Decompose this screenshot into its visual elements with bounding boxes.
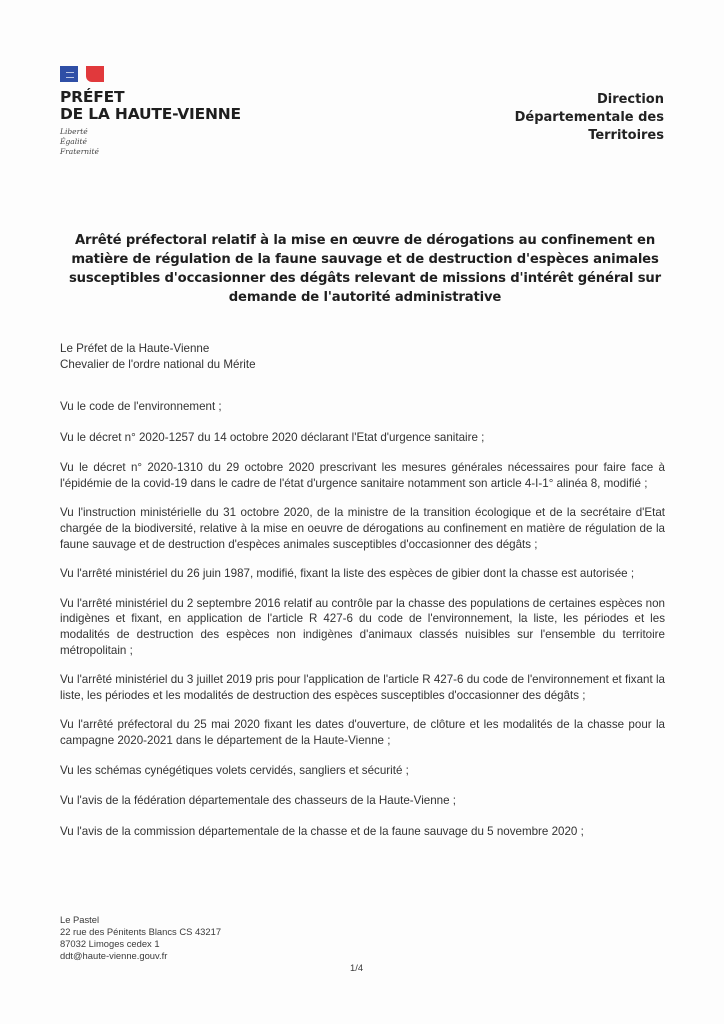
consideration-item: Vu l'avis de la commission départementale de la chasse et de la faune sauvage du 5 novembre 2020 ; [60,824,584,838]
french-republic-flag-icon [60,66,104,84]
address-city: 87032 Limoges cedex 1 [60,938,160,949]
prefecture-logo [60,66,260,157]
consideration-item: Vu l'arrêté ministériel du 2 septembre 2016 relatif au contrôle par la chasse des populations de certaines espèces non indigènes et fixant, en application de l'article R 427-6 du code de l'environnement, la liste, les périodes et les modalités de destruction des espèces non indigènes d'animaux classés nuisibles sur l'ensemble du territoire métropolitain ; [60,596,665,657]
prefecture-name-line-1: PRÉFET [60,88,125,106]
footer-address [60,914,221,962]
flag-blue-panel [60,66,78,82]
consideration-item: Vu l'arrêté ministériel du 26 juin 1987, modifié, fixant la liste des espèces de gibier dont la chasse est autorisée ; [60,567,635,581]
signer-block [60,341,665,372]
signer-name: Le Préfet de la Haute-Vienne [60,342,210,355]
republic-motto [60,127,260,157]
consideration-item: Vu l'avis de la fédération départementale des chasseurs de la Haute-Vienne ; [60,794,457,808]
considerations-list [60,399,665,854]
direction-line-1: Direction [596,92,664,107]
address-email: ddt@haute-vienne.gouv.fr [60,950,168,961]
consideration-item: Vu l'arrêté préfectoral du 25 mai 2020 fixant les dates d'ouverture, de clôture et les modalités de la chasse pour la campagne 2020-2021 dans le département de la Haute-Vienne ; [60,718,665,747]
consideration-item: Vu le code de l'environnement ; [60,400,222,413]
motto-egalite: Égalité [60,137,87,146]
consideration-item: Vu le décret n° 2020-1257 du 14 octobre 2020 déclarant l'Etat d'urgence sanitaire ; [60,430,485,444]
consideration-item: Vu les schémas cynégétiques volets cervidés, sangliers et sécurité ; [60,763,409,777]
motto-liberte: Liberté [60,127,88,136]
prefecture-name [60,89,260,123]
address-street: 22 rue des Pénitents Blancs CS 43217 [60,926,222,937]
flag-red-panel [86,66,104,82]
consideration-item: Vu l'arrêté ministériel du 3 juillet 2019 pris pour l'application de l'article R 427-6 du code de l'environnement et fixant la liste, les périodes et les modalités de destruction des espèces susceptibles d'occasionner des dégâts ; [60,673,665,702]
motto-fraternite: Fraternité [60,147,99,156]
prefecture-name-line-2: DE LA HAUTE-VIENNE [60,105,241,123]
document-title: Arrêté préfectoral relatif à la mise en œuvre de dérogations au confinement en matière de régulation de la faune sauvage et de destruction d'espèces animales susceptibles d'occasionner des dégâts relevant de missions d'intérêt général sur demande de l'autorité administrative [68,233,662,305]
signer-distinction: Chevalier de l'ordre national du Mérite [60,357,256,371]
consideration-item: Vu le décret n° 2020-1310 du 29 octobre 2020 prescrivant les mesures générales nécessaires pour faire face à l'épidémie de la covid-19 dans le cadre de l'état d'urgence sanitaire notamment son article 4-I-1° alinéa 8, modifié ; [60,461,665,490]
page-number: 1/4 [350,962,364,973]
direction-line-2: Départementale des [514,110,664,125]
direction-line-3: Territoires [588,128,664,143]
issuing-direction [515,91,664,145]
consideration-item: Vu l'instruction ministérielle du 31 octobre 2020, de la ministre de la transition écologique et de la secrétaire d'Etat chargée de la biodiversité, relative à la mise en oeuvre de dérogations au confinement en matière de régulation de la faune sauvage et de destruction d'espèces animales susceptibles d'occasionner des dégâts ; [60,506,665,551]
address-building: Le Pastel [60,914,100,925]
